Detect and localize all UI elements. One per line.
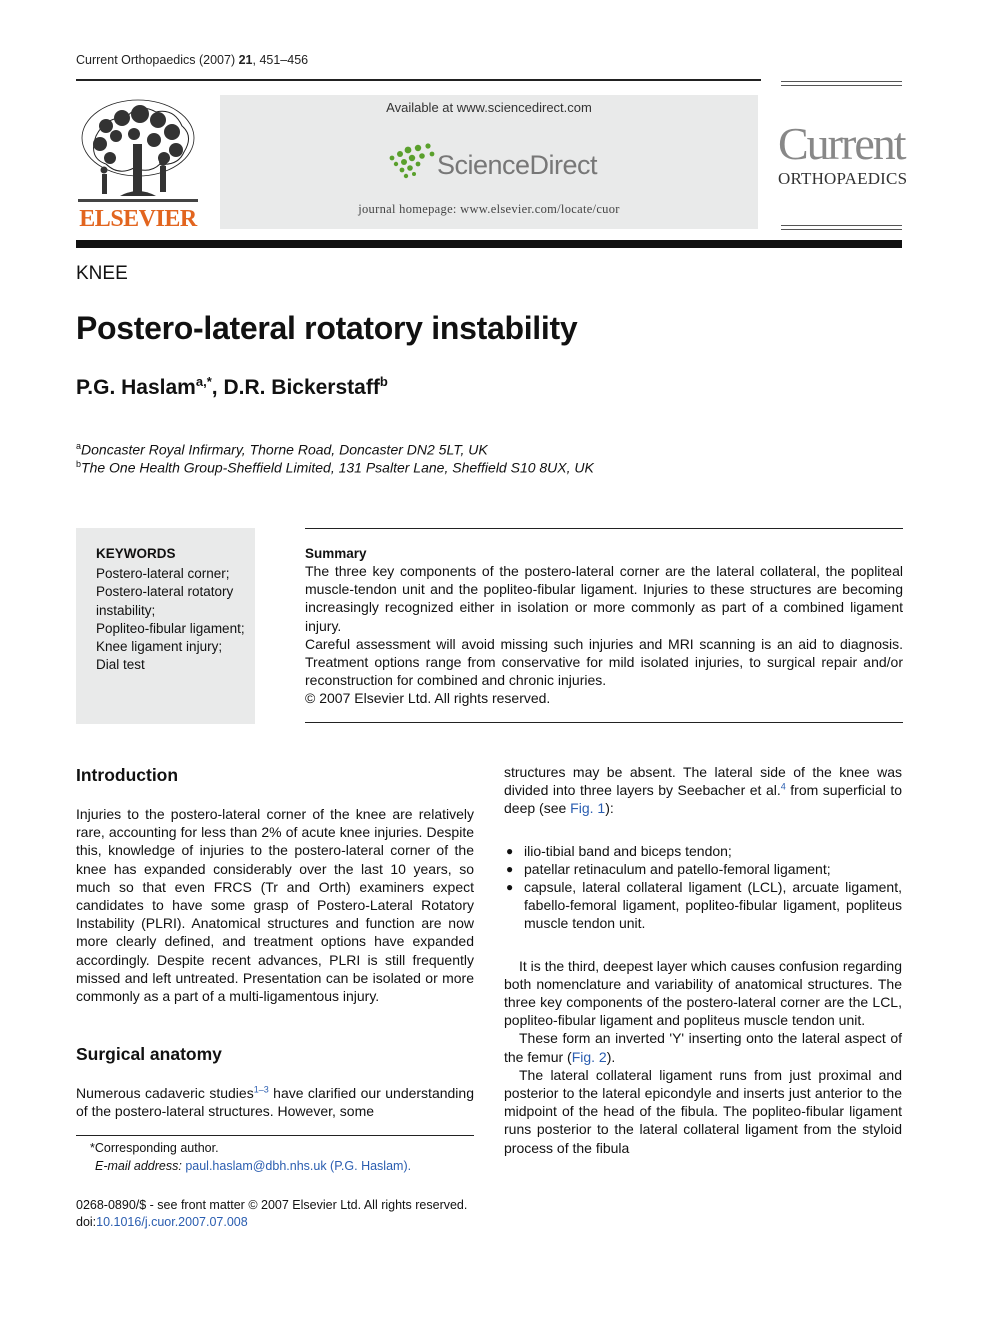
brand-rule [781, 81, 902, 82]
available-at-text[interactable]: Available at www.sciencedirect.com [386, 100, 592, 115]
figure-link[interactable]: Fig. 1 [570, 800, 606, 817]
heading-introduction: Introduction [76, 765, 179, 785]
author-affiliation-mark: b [379, 374, 388, 389]
keywords-title: KEYWORDS [96, 546, 176, 561]
header-rule [76, 79, 761, 81]
elsevier-wordmark: ELSEVIER [79, 206, 197, 232]
summary-paragraph: Careful assessment will avoid missing such injuries and MRI scanning is an aid to diagnosis. Treatment options range from conservative for mild isolated injuries, to surgical repair and/or reconstruction for combined and chronic injuries. [305, 635, 903, 689]
list-item: ● ilio-tibial band and biceps tendon; [504, 842, 902, 860]
reference-link[interactable]: 4 [780, 781, 786, 792]
summary-paragraph: The three key components of the postero-lateral corner are the lateral collateral, the popliteal muscle-tendon unit and the popliteo-fibular ligament. Injuries to these structures are becoming increasingly recognized either in isolation or more commonly as part of a combined ligament injury. [305, 563, 903, 634]
journal-citation: Current Orthopaedics (2007) 21, 451–456 [76, 53, 309, 67]
summary-body [305, 562, 903, 708]
header-thick-rule [76, 240, 902, 248]
email-note: E-mail address: paul.haslam@dbh.nhs.uk (P.G. Haslam). [95, 1159, 412, 1173]
journal-brand-current: Current [778, 118, 905, 169]
brand-rule [781, 225, 902, 226]
doi-line: doi:10.1016/j.cuor.2007.07.008 [76, 1215, 248, 1229]
summary-top-rule [305, 528, 903, 529]
paragraph: These form an inverted 'Y' inserting onto the lateral aspect of the femur (Fig. 2). [504, 1030, 902, 1065]
author-affiliation-mark: a,* [195, 374, 212, 389]
journal-brand-orthopaedics: ORTHOPAEDICS [778, 169, 908, 188]
summary-bottom-rule [305, 722, 903, 723]
copyright-line: © 2007 Elsevier Ltd. All rights reserved. [305, 690, 551, 707]
sciencedirect-dots-icon [386, 142, 440, 180]
keyword-item: Postero-lateral rotatory instability; [96, 584, 234, 618]
article-title: Postero-lateral rotatory instability [76, 310, 578, 346]
heading-surgical-anatomy: Surgical anatomy [76, 1044, 222, 1064]
paragraph: The lateral collateral ligament runs from just proximal and posterior to the lateral epicondyle and inserts just anterior to the midpoint of the head of the fibula. The popliteo-fibular ligament runs posterior to the lateral collateral ligament from the styloid process of the fibula [504, 1066, 902, 1156]
keywords-list [96, 565, 246, 675]
author-name: P.G. Haslam [76, 376, 196, 399]
reference-link[interactable]: 1–3 [253, 1084, 269, 1095]
issn-line: 0268-0890/$ - see front matter © 2007 Elsevier Ltd. All rights reserved. [76, 1198, 468, 1212]
corresponding-author-note: *Corresponding author. [90, 1141, 219, 1155]
list-item: ● patellar retinaculum and patello-femoral ligament; [504, 860, 902, 878]
layer-list [504, 842, 902, 933]
email-link[interactable]: paul.haslam@dbh.nhs.uk (P.G. Haslam). [185, 1159, 412, 1173]
keyword-item: Dial test [96, 657, 145, 673]
footnote-rule [76, 1135, 474, 1136]
introduction-text: Injuries to the postero-lateral corner of the knee are relatively rare, accounting for less than 2% of acute knee injuries. Despite this, knowledge of injuries to the postero-lateral corner of the knee has expanded considerably over the last 10 years, so much so that even FRCS (Tr and Orth) examiners expect candidates to have some grasp of Postero-Lateral Rotatory Instability (PLRI). Anatomical structures and function are now more clearly defined, and treatment options have expanded accordingly. Despite recent advances, PLRI is still frequently missed and left untreated. Presentation can be isolated or more commonly as a part of a multi-ligamentous injury. [76, 806, 474, 1005]
list-item: ● capsule, lateral collateral ligament (LCL), arcuate ligament, fabello-femoral ligament, popliteo-fibular ligament, popliteus muscle tendon unit. [504, 878, 902, 933]
brand-rule [781, 229, 902, 230]
summary-title: Summary [305, 546, 367, 561]
affiliation: $^a$Doncaster Royal Infirmary, Thorne Road, Doncaster DN2 5LT, UK [76, 441, 488, 458]
affiliation: $^b$The One Health Group-Sheffield Limited, 131 Psalter Lane, Sheffield S10 8UX, UK [76, 459, 594, 476]
keyword-item: Knee ligament injury; [96, 639, 223, 655]
doi-link[interactable]: 10.1016/j.cuor.2007.07.008 [96, 1215, 248, 1229]
paragraph: It is the third, deepest layer which causes confusion regarding both nomenclature and variability of anatomical structures. The three key components of the postero-lateral corner are the LCL, popliteo-fibular ligament and popliteus muscle tendon unit. [504, 957, 902, 1029]
right-column [504, 763, 902, 1157]
surgical-anatomy-text: Numerous cadaveric studies$^{1-3}$ have clarified our understanding of the postero-lateral structures. However, some [76, 1084, 474, 1120]
keyword-item: Popliteo-fibular ligament; [96, 620, 245, 636]
sciencedirect-wordmark: ScienceDirect [437, 150, 598, 180]
brand-rule [781, 85, 902, 86]
author-name: D.R. Bickerstaff [223, 376, 380, 399]
journal-homepage-link[interactable]: journal homepage: www.elsevier.com/locate/cuor [358, 202, 620, 216]
journal-volume: 21 [238, 53, 253, 67]
section-tag: KNEE [76, 263, 128, 284]
author-list: P.G. Haslam$^{a,*}$, D.R. Bickerstaff$^b$ [76, 374, 388, 399]
keyword-item: Postero-lateral corner; [96, 566, 230, 581]
figure-link[interactable]: Fig. 2 [571, 1048, 607, 1065]
paragraph: structures may be absent. The lateral side of the knee was divided into three layers by Seebacher et al.$^4$ from superficial to deep (see Fig. 1): [504, 764, 903, 817]
